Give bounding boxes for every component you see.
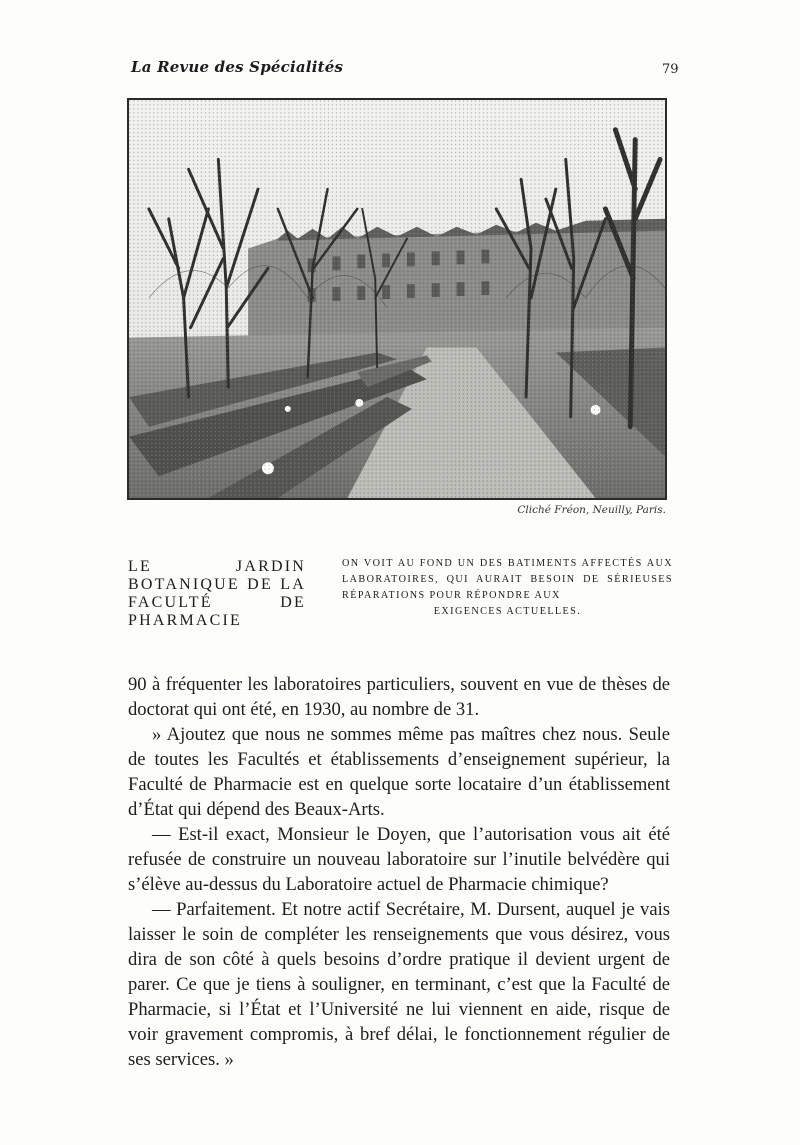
paragraph-4: — Parfaitement. Et notre actif Secrétaire, M. Dursent, auquel je vais laisser le soin de compléter les renseignements que vous désirez, vous dira de son côté à quels besoins d’ordre pratique il devient urgent de parer. Ce que je tiens à souligner, en terminant, c’est que la Faculté de Pharmacie, si l’État et l’Université ne lui viennent en aide, risque de voir gravement compromis, à bref délai, le fonctionnement régulier de ses services. » bbox=[128, 899, 670, 1070]
caption-description-main: ON VOIT AU FOND UN DES BATIMENTS AFFECTÉS AUX LABORATOIRES, QUI AURAIT BESOIN DE SÉRIEUSES RÉPARATIONS POUR RÉPONDRE AUX bbox=[342, 558, 673, 601]
figure-caption-description bbox=[342, 556, 673, 620]
garden-photograph bbox=[127, 98, 667, 500]
caption-description-last-line: EXIGENCES ACTUELLES. bbox=[433, 606, 582, 617]
garden-photograph-drawing bbox=[129, 100, 665, 498]
paragraph-2: » Ajoutez que nous ne sommes même pas maîtres chez nous. Seule de toutes les Facultés et établissements d’enseignement supérieur, la Faculté de Pharmacie est en quelque sorte locataire d’un établissement d’État qui dépend des Beaux-Arts. bbox=[128, 724, 670, 820]
photo-credit: Cliché Fréon, Neuilly, Paris. bbox=[517, 504, 666, 516]
running-title: La Revue des Spécialités bbox=[131, 58, 344, 76]
article-body bbox=[128, 672, 670, 1072]
paragraph-1: 90 à fréquenter les laboratoires particuliers, souvent en vue de thèses de doctorat qui ont été, en 1930, au nombre de 31. bbox=[128, 674, 670, 720]
page-number: 79 bbox=[662, 62, 679, 77]
paragraph-3: — Est-il exact, Monsieur le Doyen, que l’autorisation vous ait été refusée de construire un nouveau laboratoire sur l’inutile belvédère qui s’élève au-dessus du Laboratoire actuel de Pharmacie chimique? bbox=[128, 824, 670, 895]
figure-caption-title: LE JARDIN BOTANIQUE DE LA FACULTÉ DE PHARMACIE bbox=[128, 558, 306, 629]
